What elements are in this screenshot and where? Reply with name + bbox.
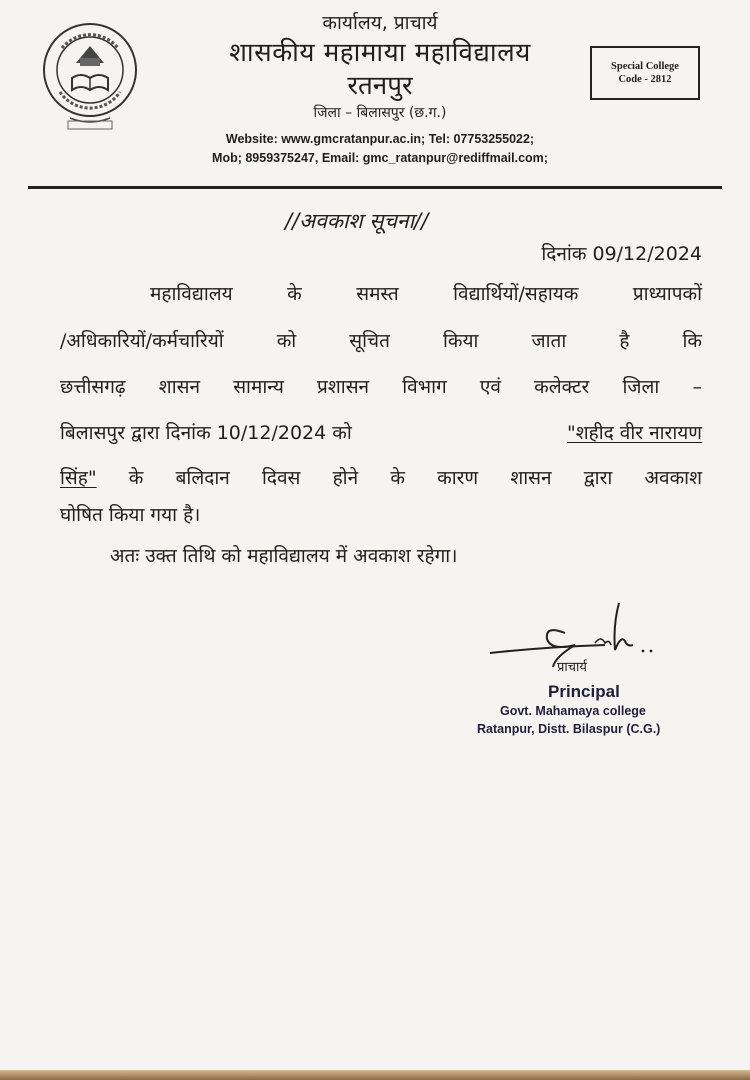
martyr-name-part-2: सिंह" — [60, 467, 97, 489]
college-name: शासकीय महामाया महाविद्यालय — [229, 38, 531, 68]
office-label: कार्यालय, प्राचार्य — [322, 12, 438, 34]
notice-line-5 — [60, 464, 702, 490]
letterhead — [160, 10, 600, 124]
notice-line-4 — [60, 419, 702, 445]
signatory-place: Ratanpur, Distt. Bilaspur (C.G.) — [477, 722, 661, 736]
code-box-line-2: Code - 2812 — [618, 74, 672, 85]
principal-signature — [485, 595, 665, 675]
mobile-email-line: Mob; 8959375247, Email: gmc_ratanpur@rediffmail.com; — [212, 151, 548, 165]
code-box-line-1: Special College — [611, 61, 679, 72]
college-city: रतनपुर — [347, 71, 413, 101]
header-divider — [28, 186, 722, 189]
notice-title: //अवकाश सूचना// — [285, 209, 429, 233]
notice-line-5-text: के बलिदान दिवस होने के कारण शासन द्वारा अवकाश — [128, 467, 703, 489]
signatory-title: Principal — [548, 682, 620, 701]
signatory-college: Govt. Mahamaya college — [500, 704, 646, 718]
notice-line-4-text: बिलासपुर द्वारा दिनांक 10/12/2024 को — [60, 422, 352, 444]
martyr-name-part-1: "शहीद वीर नारायण — [566, 422, 702, 444]
photo-bottom-edge — [0, 1070, 750, 1080]
notice-date: दिनांक 09/12/2024 — [541, 243, 702, 265]
notice-line-3: छत्तीसगढ़ शासन सामान्य प्रशासन विभाग एवं कलेक्टर जिला – — [60, 376, 702, 398]
college-code-box — [590, 46, 700, 100]
signature-hindi-title: प्राचार्य — [557, 660, 587, 675]
website-contact-line: Website: www.gmcratanpur.ac.in; Tel: 07753255022; — [225, 132, 535, 146]
notice-line-2: /अधिकारियों/कर्मचारियों को सूचित किया जाता है कि — [60, 330, 702, 352]
notice-line-1: महाविद्यालय के समस्त विद्यार्थियों/सहायक प्राध्यापकों — [150, 283, 702, 305]
notice-line-6: घोषित किया गया है। — [60, 504, 201, 526]
college-district: जिला – बिलासपुर (छ.ग.) — [313, 105, 447, 121]
college-seal-logo — [40, 18, 140, 136]
notice-closing-line: अतः उक्त तिथि को महाविद्यालय में अवकाश रहेगा। — [110, 545, 458, 567]
